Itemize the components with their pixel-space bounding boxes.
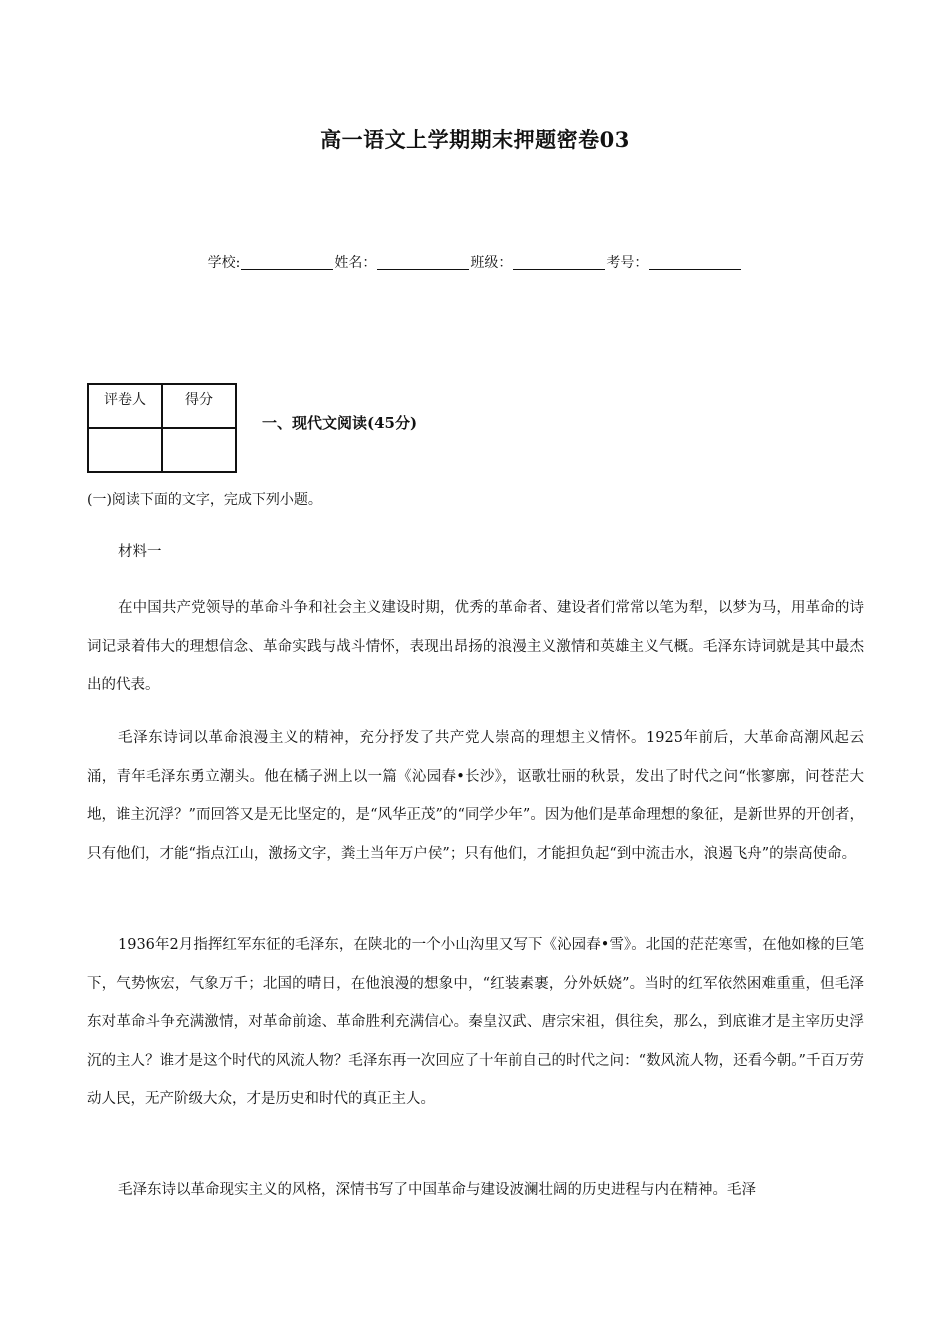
score-header-cell: 得分 xyxy=(162,384,236,428)
class-blank xyxy=(513,255,605,270)
paragraph: 毛泽东诗词以革命浪漫主义的精神，充分抒发了共产党人崇高的理想主义情怀。1925年前后，大革命高潮风起云涌，青年毛泽东勇立潮头。他在橘子洲上以一篇《沁园春•长沙》，讴歌壮丽的秋景，发出了时代之问“怅寥廓，问苍茫大地，谁主沉浮？”而回答又是无比坚定的，是“风华正茂”的“同学少年”。因为他们是革命理想的象征，是新世界的开创者，只有他们，才能“指点江山，激扬文字，粪土当年万户侯”；只有他们，才能担负起“到中流击水，浪遏飞舟”的崇高使命。 xyxy=(87,730,864,862)
score-table-header-row xyxy=(88,384,236,428)
student-info-row xyxy=(0,252,950,272)
score-table xyxy=(87,383,237,473)
school-blank xyxy=(241,255,333,270)
class-label: 班级： xyxy=(470,255,513,271)
grader-header-cell: 评卷人 xyxy=(88,384,162,428)
paragraph: 毛泽东诗以革命现实主义的风格，深情书写了中国革命与建设波澜壮阔的历史进程与内在精神。毛泽 xyxy=(118,1182,756,1198)
exam-number-label: 考号： xyxy=(606,255,649,271)
school-label: 学校: xyxy=(207,255,241,271)
paragraph: 在中国共产党领导的革命斗争和社会主义建设时期，优秀的革命者、建设者们常常以笔为犁，以梦为马，用革命的诗词记录着伟大的理想信念、革命实践与战斗情怀，表现出昂扬的浪漫主义激情和英雄主义气概。毛泽东诗词就是其中最杰出的代表。 xyxy=(87,600,864,693)
paragraph: 1936年2月指挥红军东征的毛泽东，在陕北的一个小山沟里又写下《沁园春•雪》。北国的茫茫寒雪，在他如椽的巨笔下，气势恢宏，气象万千；北国的晴日，在他浪漫的想象中，“红装素裹，分外妖娆”。当时的红军依然困难重重，但毛泽东对革命斗争充满激情，对革命前途、革命胜利充满信心。秦皇汉武、唐宗宋祖，俱往矣，那么，到底谁才是主宰历史浮沉的主人？谁才是这个时代的风流人物？毛泽东再一次回应了十年前自己的时代之问：“数风流人物，还看今朝。”千百万劳动人民，无产阶级大众，才是历史和时代的真正主人。 xyxy=(87,937,864,1107)
section-heading: 一、现代文阅读(45分) xyxy=(262,414,418,432)
score-table-value-row xyxy=(88,428,236,472)
material-label: 材料一 xyxy=(118,544,162,560)
name-blank xyxy=(377,255,469,270)
reading-instruction: (一)阅读下面的文字，完成下列小题。 xyxy=(87,492,322,508)
name-label: 姓名： xyxy=(334,255,377,271)
score-value-cell xyxy=(162,428,236,472)
page-title: 高一语文上学期期末押题密卷03 xyxy=(320,127,630,152)
grader-value-cell xyxy=(88,428,162,472)
exam-number-blank xyxy=(649,255,741,270)
